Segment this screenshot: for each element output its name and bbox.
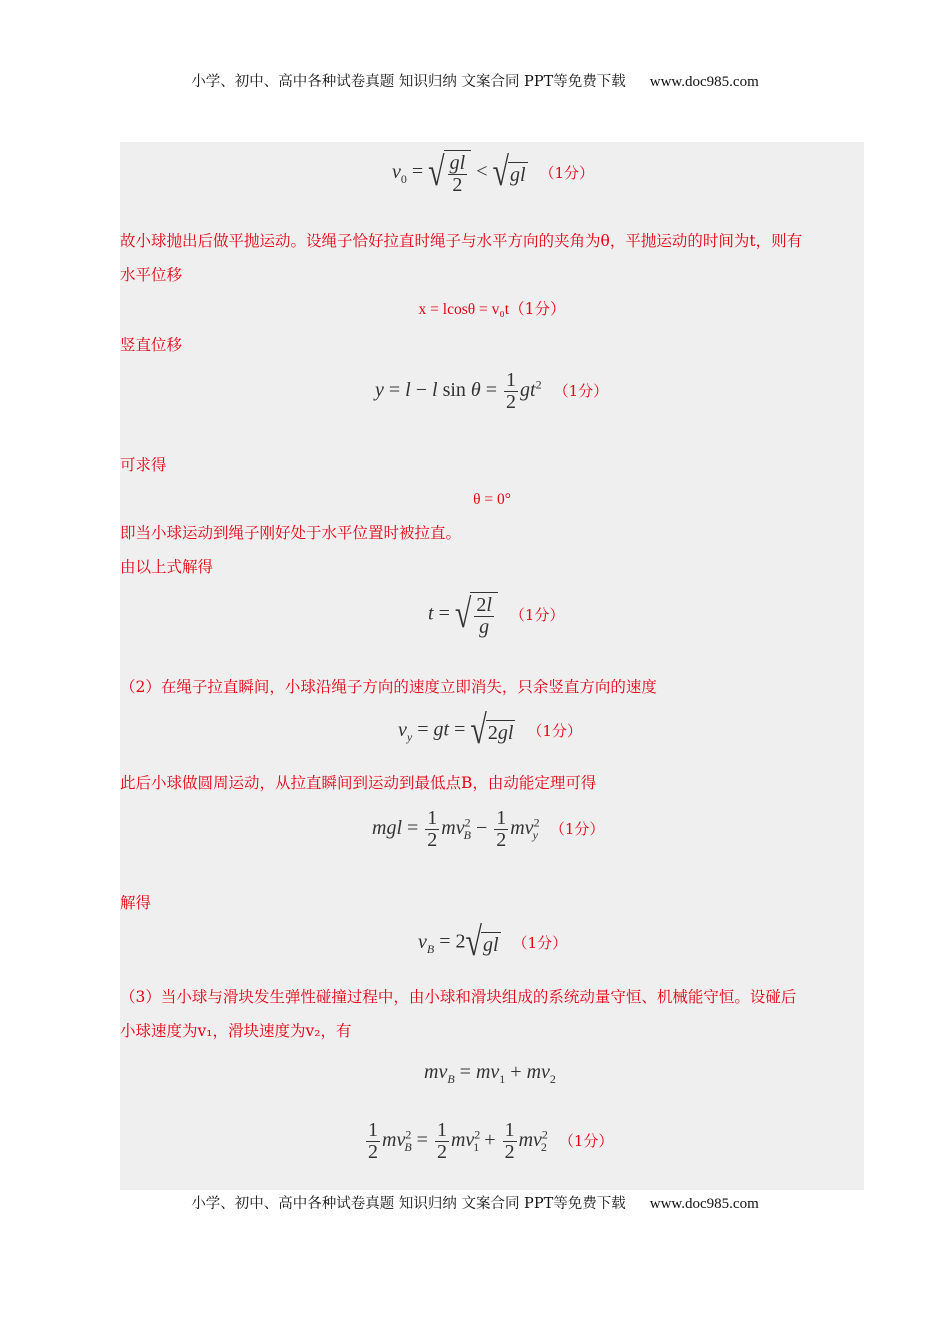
solution-panel (120, 142, 864, 1190)
paragraph-part3 (120, 980, 864, 1048)
equation-work-energy: mgl = $\frac{1}{2}$ $mv^2_B$ − $\frac{1}{2}$ $mv^2_y$ （1分） (372, 807, 605, 851)
score-label: （1分） (549, 820, 605, 839)
equation-momentum: $mv_B = mv_1 + mv_2$ (424, 1061, 556, 1086)
score-label: （1分） (512, 933, 568, 952)
equation-energy: $\frac{1}{2}$ $mv^2_B$ = $\frac{1}{2}$ $mv^2_1$ + $\frac{1}{2}$ $mv^2_2$ （1分） (368, 1119, 614, 1163)
page-footer (0, 1192, 950, 1213)
paragraph-from-above: 由以上式解得 (120, 558, 214, 576)
page-header (0, 70, 950, 91)
equation-time: t = √ $\frac{2l}{g}$ （1分） (428, 592, 565, 638)
header-text: 小学、初中、高中各种试卷真题 知识归纳 文案合同 PPT等免费下载 (191, 74, 626, 90)
paragraph-part3-line1: （3）当小球与滑块发生弹性碰撞过程中，由小球和滑块组成的系统动量守恒、机械能守恒。设碰后 (120, 988, 797, 1006)
score-label: （1分） (509, 300, 566, 318)
paragraph-projectile (120, 224, 864, 292)
equation-x-text: x = lcosθ = v₀t (418, 301, 510, 318)
paragraph-projectile-line1: 故小球抛出后做平抛运动。设绳子恰好拉直时绳子与水平方向的夹角为θ，平抛运动的时间为t，则有 (120, 232, 803, 250)
equation-v0: $v_0$ = √ $\frac{gl}{2}$ < √gl （1分） (392, 150, 595, 196)
score-label: （1分） (553, 382, 609, 401)
paragraph-part3-line2: 小球速度为v₁，滑块速度为v₂，有 (120, 1022, 352, 1040)
equation-theta (120, 482, 864, 517)
paragraph-solve: 可求得 (120, 456, 167, 474)
paragraph-projectile-line2: 水平位移 (120, 266, 183, 284)
equation-vy: $v_y$ = gt = √2gl （1分） (398, 708, 582, 753)
paragraph-circular-motion: 此后小球做圆周运动，从拉直瞬间到运动到最低点B，由动能定理可得 (120, 774, 597, 792)
footer-site-link[interactable]: www.doc985.com (649, 1196, 759, 1212)
score-label: （1分） (539, 163, 595, 182)
paragraph-vertical-label: 竖直位移 (120, 336, 183, 354)
footer-text: 小学、初中、高中各种试卷真题 知识归纳 文案合同 PPT等免费下载 (191, 1196, 626, 1212)
score-label: （1分） (527, 721, 582, 740)
score-label: （1分） (509, 605, 565, 624)
equation-vb: $v_B = 2√gl$ （1分） (418, 920, 568, 965)
paragraph-horizontal-taut: 即当小球运动到绳子刚好处于水平位置时被拉直。 (120, 524, 462, 542)
paragraph-part2: （2）在绳子拉直瞬间，小球沿绳子方向的速度立即消失，只余竖直方向的速度 (120, 678, 657, 696)
equation-theta-text: θ = 0° (473, 491, 511, 508)
equation-vertical-displacement: y = l − l sin θ = $\frac{1}{2}$ $gt^2$ （1分） (375, 369, 609, 413)
score-label: （1分） (558, 1132, 614, 1151)
header-site-link[interactable]: www.doc985.com (649, 74, 759, 90)
equation-horizontal-displacement (120, 292, 864, 327)
paragraph-solution: 解得 (120, 894, 152, 912)
